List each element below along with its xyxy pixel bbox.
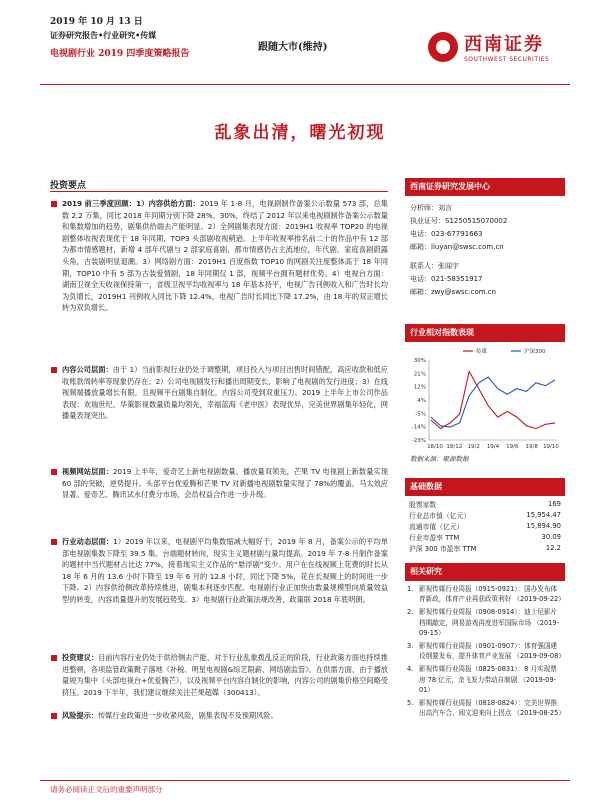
report-series-title: 电视剧行业 2019 四季度策略报告 — [50, 49, 190, 59]
summary-bullet — [50, 198, 388, 364]
row-value: 15,954.47 — [526, 510, 561, 519]
table-row — [405, 520, 565, 531]
list-item[interactable] — [405, 584, 565, 604]
x-tick-label: 19/8 — [525, 444, 538, 450]
row-label: 行业总市值（亿元） — [409, 511, 471, 520]
bullet-lead: 投资建议： — [62, 653, 99, 662]
item-text: 影视传媒行业周报（0818-0824）：完美世界推出高汽车合，阅文迎来向上拐点 （2019-08-25） — [419, 699, 565, 718]
y-tick-label: -5% — [415, 411, 426, 418]
row-value: 30.09 — [541, 532, 561, 541]
chart-heading: 行业相对指数表现 — [405, 324, 565, 342]
table-row — [405, 542, 565, 553]
chart-source: 数据来源：聚源数据 — [410, 455, 469, 463]
analyst-phone: 电话：023-67791663 — [410, 230, 483, 238]
logo-mark-icon — [428, 32, 458, 62]
x-tick-label: 19/4 — [486, 444, 500, 450]
item-text: 影视传媒行业周报（0915-0921）：国办发布体育新政，体育产业再获政策利好 （2019-09-22） — [419, 585, 565, 604]
list-item[interactable] — [405, 664, 565, 695]
rating-label: 跟随大市(维持) — [258, 42, 328, 53]
bullet-lead: 风险提示： — [62, 711, 98, 720]
row-value: 169 — [548, 499, 561, 508]
report-date: 2019 年 10 月 13 日 — [50, 17, 143, 27]
contact-name: 联系人：张闻宇 — [410, 262, 459, 270]
y-tick-label: 12% — [413, 384, 426, 391]
relative-index-chart — [405, 342, 565, 454]
footer-divider — [40, 780, 570, 781]
report-category: 证券研究报告•行业研究•传媒 — [50, 30, 157, 40]
list-item[interactable] — [405, 641, 565, 661]
item-number: 2. — [407, 608, 414, 617]
row-label: 流通市值（亿元） — [409, 522, 464, 531]
row-value: 15,894.90 — [526, 521, 561, 530]
footer-disclaimer: 请务必阅读正文后的重要声明部分 — [50, 785, 163, 794]
table-row — [405, 509, 565, 520]
related-heading: 相关研究 — [405, 563, 565, 581]
bullet-text: 目前内容行业仍处于供给侧去产能、对于行业乱象拨乱反正的阶段，行业政策方面也持续推进整顿，各项监管政策靴子落地《补税、明星电视剧&综艺限薪、网络剧监管》。在供需方面，由于播放量规为集中（头部电视台+优爱腾芒），以及视频平台内容自制化的影响，内容公司的剧集价格空间略受挤压。2019 下半年，我们建议继续关注芒果超媒（300413）。 — [62, 653, 388, 697]
related-list — [405, 581, 565, 718]
bullet-icon — [51, 201, 57, 207]
summary-bullet — [50, 536, 388, 652]
bullet-icon — [51, 367, 57, 373]
page-title: 乱象出清，曙光初现 — [214, 123, 386, 143]
item-text: 影视传媒行业周报（0825-0831）：8 月实现票房 78 亿元，余飞发力带动自制剧 （2019-09-01） — [419, 665, 557, 694]
list-item[interactable] — [405, 607, 565, 638]
index-chart-box — [405, 324, 565, 468]
summary-bullet — [50, 364, 388, 466]
data-heading: 基础数据 — [405, 478, 565, 496]
summary-column — [50, 178, 388, 726]
series-line-2 — [431, 377, 555, 427]
analyst-email[interactable]: 邮箱：liuyan@swsc.com.cn — [410, 243, 504, 251]
row-label: 股票家数 — [409, 500, 437, 509]
table-row — [405, 498, 565, 509]
chart-area — [405, 342, 565, 454]
bullet-lead: 行业动态层面： — [62, 537, 114, 546]
y-tick-label: -14% — [411, 424, 426, 431]
series-line-1 — [431, 371, 555, 428]
y-tick-label: -23% — [411, 438, 426, 444]
bullet-text: 由于 1）当前影视行业仍处于调整期，项目投入与项目出售时间错配，高应收款和低应收账款周转率等现象仍存在；2）公司电视剧发行和播出周期变长，影响了电视剧的发行进度；3）在线视频端播放量增长有限，且视频平台剧集自制化，内容公司受到双重压力。2019 上半年上市公司作品表现：欢瑞世纪、华策影视数量质量均领先，幸福蓝海《老中医》表现优异，完美世界剧集年轻化，网播量表现突出。 — [62, 365, 388, 421]
analyst-cert: 执业证号：S1250515070002 — [410, 217, 508, 225]
bullet-text: 1）2019 年以来，电视剧平均集数缩减大幅好于，2019 年 8 月，备案公示的平均单部电视剧集数下降至 39.5 集。台端题材转向，现实主义题材剧与量均提高。2019 年 7-8 月制作备案的题材中当代题材占比达 77%，接着现实主义作品的“悬浮剧”变少。用户在在线视频上花费的时长从 18 年 6 月的 13.6 小时下降至 19 年 6 月的 12.8 小时，同比下降 5%，花在长视频上的时间进一步下降。2）内容供给侧改革持续推进，剧集本利逐步匹配。电视剧行业正加快由数量规模型向质量效益型的转变，内容质量提升的发展趋势变。3）电视剧行业政策法规改善，政策联 2018 年底明朗。 — [62, 537, 388, 604]
contact-email[interactable]: 邮箱：zwy@swsc.com.cn — [410, 288, 497, 296]
legend-label: 传媒 — [476, 349, 488, 355]
bullet-text: 2019 上半年，爱奇艺上新电视剧数量、播放量双领先，芒果 TV 电视剧上新数量实现 60 部的突破，逆势提升。头部平台优爱腾和芒果 TV 对新播电视剧数量实现了 78%的覆盖，马太效应显著。爱奇艺、腾讯试水付费分市场，会员权益合作进一步升级。 — [62, 467, 388, 500]
sidebar-column — [405, 178, 565, 721]
y-tick-label: 30% — [413, 358, 426, 364]
related-research-box — [405, 563, 565, 718]
page-header — [0, 0, 600, 90]
x-tick-label: 18/10 — [427, 444, 443, 450]
summary-bullet — [50, 466, 388, 536]
item-number: 1. — [407, 585, 414, 593]
bullet-icon — [51, 713, 57, 719]
logo-name-en: SOUTHWEST SECURITIES — [464, 56, 550, 63]
analyst-name: 分析师：刘言 — [410, 204, 452, 212]
company-logo — [428, 30, 568, 74]
bullet-lead: 视频网站层面： — [62, 467, 113, 476]
row-value: 12.2 — [545, 543, 561, 552]
contact-phone: 电话：021-58351917 — [410, 275, 483, 283]
analyst-heading: 西南证券研究发展中心 — [405, 178, 565, 196]
item-text: 影视传媒行业周报（0901-0907）：体育强国建设纲要发布，提升体育产业发展 （2019-09-08） — [419, 642, 565, 661]
table-row — [405, 531, 565, 542]
basic-data-box — [405, 478, 565, 553]
header-divider — [40, 84, 570, 85]
list-item[interactable] — [405, 698, 565, 718]
logo-name-cn: 西南证券 — [464, 34, 544, 55]
summary-bullet — [50, 652, 388, 710]
bullet-text: 传媒行业政策进一步收紧风险，剧集表现不及预期风险。 — [97, 711, 278, 720]
item-number: 3. — [407, 642, 414, 651]
item-text: 影视传媒行业周报（0908-0914）：迪士尼影片档期敲定，网易游戏再度进军国际市场 （2019-09-15） — [419, 608, 559, 637]
bullet-icon — [51, 655, 57, 661]
row-label: 沪深 300 市盈率 TTM — [409, 544, 477, 553]
x-tick-label: 19/10 — [543, 444, 559, 450]
y-tick-label: 4% — [417, 398, 426, 404]
y-tick-label: 21% — [413, 371, 426, 378]
row-label: 行业市盈率 TTM — [409, 533, 460, 542]
bullet-icon — [51, 539, 57, 545]
analyst-info — [405, 196, 565, 314]
x-tick-label: 19/6 — [506, 444, 519, 450]
bullet-lead: 内容公司层面： — [62, 365, 113, 374]
summary-heading: 投资要点 — [50, 178, 388, 192]
basic-data-table — [405, 498, 565, 553]
bullet-lead: 2019 前三季度回顾：1）内容供给方面： — [62, 199, 200, 208]
item-number: 4. — [407, 665, 414, 674]
bullet-text: 2019 年 1-8 月，电视剧制作备案公示数量 573 部，总集数 2.2 万集，同比 2018 年同期分别下降 28%、30%，终结了 2012 年以来电视剧制作备案公示数量和集数增加的趋势，剧集供给端去产能明显。2）全网剧集表现方面：2019H1 收视率 TOP20 的电视剧整体收视表现优于 18 年同期，TOP3 头部剧收视稍逊。上半年收视率排名前二十的作品中有 12 部为都市情感题材，新增 4 部年代剧与 2 部家庭喜剧，都市情感仍占主流地位，年代剧、家庭喜剧蔚露头角，古装剧明显退潮。3）网络剧方面：2019H1 百度指数 TOP10 的网剧关注度整体高于 18 年同期，TOP10 中有 5 部为古装爱情剧，18 年同期仅 1 部，视频平台拥有题材优势。4）电视台方面：湖南卫视全天收视保持第一，省级卫视平均收视率与 18 年基本持平，电视广告刊例收入和广告时长均为负增长，2019H1 刊例收入同比下降 12.4%，电视广告时长同比下降 17.2%，由 18 年的双正增长转为双负增长。 — [62, 199, 388, 313]
summary-bullet — [50, 710, 388, 726]
x-tick-label: 18/12 — [446, 444, 463, 450]
x-tick-label: 19/2 — [467, 444, 480, 450]
bullet-icon — [51, 469, 57, 475]
item-number: 5. — [407, 699, 414, 708]
legend-label: 沪深300 — [524, 349, 546, 355]
